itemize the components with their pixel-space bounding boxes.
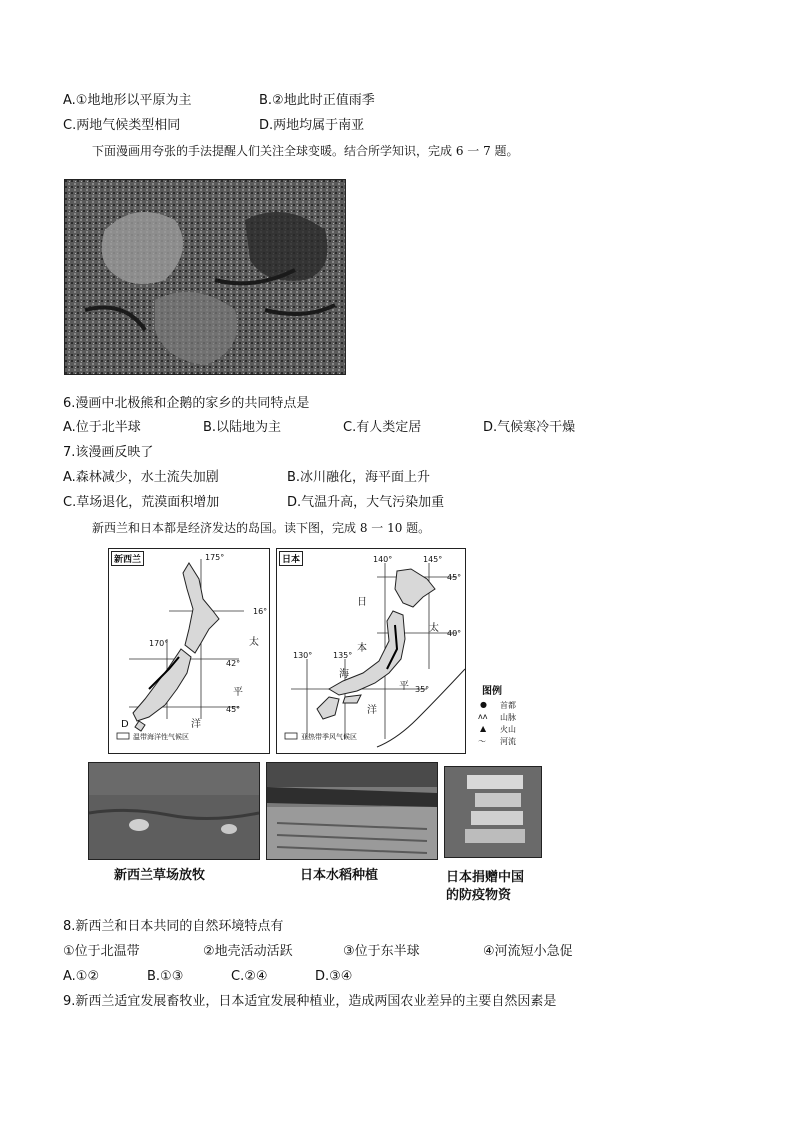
q5-option-b: B.②地此时正值雨季 [259,93,375,108]
q6-option-c: C.有人类定居 [343,420,422,435]
jp-donation-image [445,767,541,857]
jp-donation-photo [444,766,542,858]
jp-lon-130: 130° [293,651,313,660]
nz-lat-45: 45° [226,705,241,714]
jp-ocean-1: 太 [429,623,439,634]
q8-stem: 8.新西兰和日本共同的自然环境特点有 [63,919,284,934]
q8-option-c: C.②④ [231,969,268,984]
nz-d-label: D [121,719,129,730]
cartoon-image [65,180,345,374]
japan-map [276,548,466,754]
intro-6-7: 下面漫画用夸张的手法提醒人们关注全球变暖。结合所学知识，完成 6 一 7 题。 [92,144,519,158]
q9-stem: 9.新西兰适宜发展畜牧业，日本适宜发展种植业，造成两国农业差异的主要自然因素是 [63,994,557,1009]
legend-volcano-icon: ▲ [480,724,487,733]
jp-lat-40: 40° [447,629,462,638]
q6-option-a: A.位于北半球 [63,420,141,435]
caption-gift-line2: 的防疫物资 [446,888,512,903]
nz-ocean-3: 洋 [191,719,201,730]
caption-jp-rice: 日本水稻种植 [300,868,379,883]
legend-river-icon: 〜 [478,737,486,746]
q8-statement-4: ④河流短小急促 [483,944,573,959]
nz-lon-175: 175° [205,553,225,562]
legend-volcano: 火山 [500,725,516,734]
nz-grazing-image [89,763,259,859]
jp-map-title: 日本 [279,551,303,566]
q8-option-b: B.①③ [147,969,184,984]
jp-lat-45: 45° [447,573,462,582]
map-legend [478,682,528,752]
jp-sea-1: 日 [357,597,367,608]
jp-legend: 亚热带季风气候区 [301,733,357,741]
q8-option-d: D.③④ [315,969,353,984]
new-zealand-map [108,548,270,754]
legend-river: 河流 [500,737,516,746]
q8-statement-3: ③位于东半球 [343,944,420,959]
nz-lat-42: 42° [226,659,241,668]
jp-lon-145: 145° [423,555,443,564]
q7-option-b: B.冰川融化，海平面上升 [287,470,431,485]
q8-statement-2: ②地壳活动活跃 [203,944,293,959]
global-warming-cartoon [64,179,346,375]
nz-lat-16: 16° [253,607,268,616]
nz-legend: 温带海洋性气候区 [133,733,189,741]
jp-lat-35: 35° [415,685,430,694]
jp-ocean-2: 平 [399,681,409,692]
caption-nz-grazing: 新西兰草场放牧 [114,868,206,883]
jp-lon-140: 140° [373,555,393,564]
jp-rice-photo [266,762,438,860]
q5-option-d: D.两地均属于南亚 [259,118,365,133]
nz-grazing-photo [88,762,260,860]
q7-option-c: C.草场退化，荒漠面积增加 [63,495,220,510]
jp-ocean-3: 洋 [367,705,377,716]
q8-option-a: A.①② [63,969,100,984]
q6-stem: 6.漫画中北极熊和企鹅的家乡的共同特点是 [63,396,310,411]
nz-lon-170: 170° [149,639,169,648]
jp-rice-image [267,763,437,859]
nz-ocean-2: 平 [233,687,243,698]
q8-statement-1: ①位于北温带 [63,944,140,959]
legend-title: 图例 [482,686,502,697]
legend-mountain: 山脉 [500,713,516,722]
q5-option-a: A.①地地形以平原为主 [63,93,192,108]
jp-lon-135: 135° [333,651,353,660]
caption-gift-line1: 日本捐赠中国 [446,870,525,885]
legend-mountain-icon: ʌʌ [478,712,488,721]
legend-capital: 首都 [500,701,516,710]
jp-sea-3: 海 [339,669,349,680]
nz-map-drawing [109,549,269,753]
q7-stem: 7.该漫画反映了 [63,445,154,460]
jp-sea-2: 本 [357,643,367,654]
q7-option-d: D.气温升高，大气污染加重 [287,495,445,510]
q6-option-d: D.气候寒冷干燥 [483,420,576,435]
nz-ocean-1: 太 [249,637,259,648]
q7-option-a: A.森林减少，水土流失加剧 [63,470,219,485]
intro-8-10: 新西兰和日本都是经济发达的岛国。读下图，完成 8 一 10 题。 [92,521,431,535]
legend-capital-icon: ● [480,700,487,709]
nz-map-title: 新西兰 [111,551,144,566]
q6-option-b: B.以陆地为主 [203,420,282,435]
q5-option-c: C.两地气候类型相同 [63,118,181,133]
